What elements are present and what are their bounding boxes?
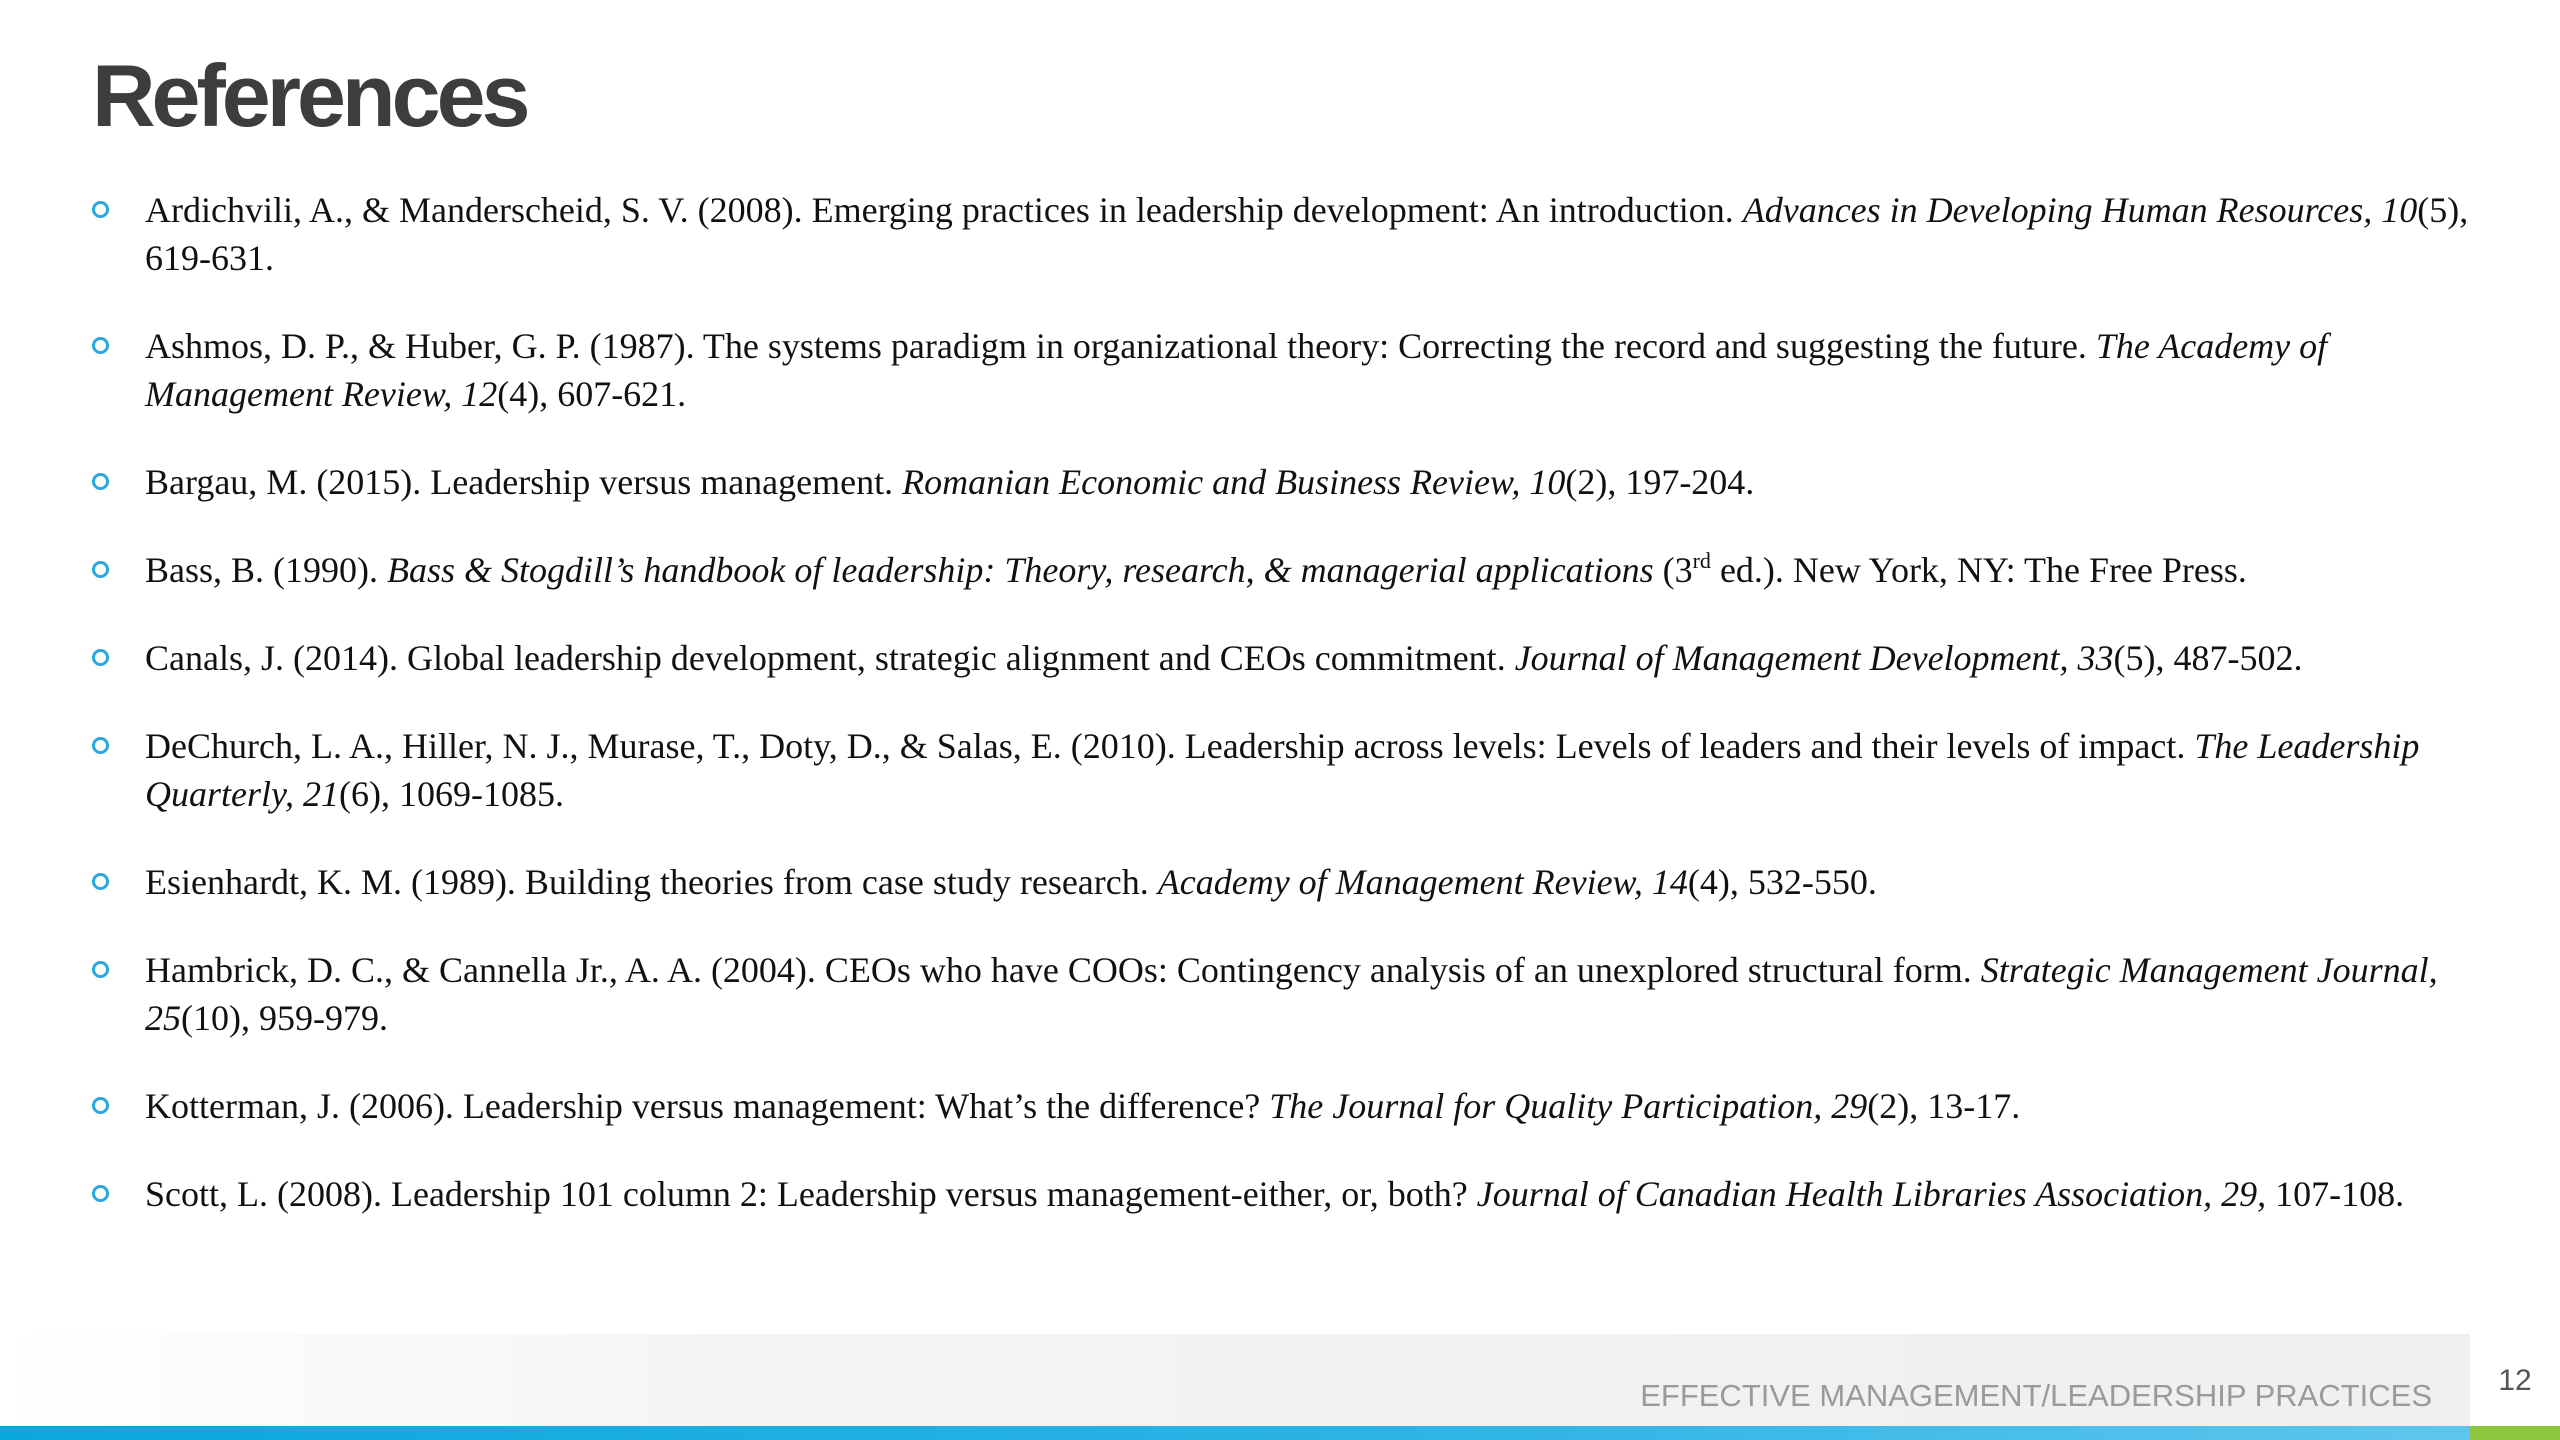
- reference-item: [92, 546, 2477, 594]
- bullet-icon: [92, 737, 109, 754]
- bullet-icon: [92, 201, 109, 218]
- reference-details: (2), 13-17.: [1867, 1086, 2021, 1126]
- reference-item: [92, 322, 2477, 418]
- reference-details: (4), 607-621.: [497, 374, 687, 414]
- reference-text: Esienhardt, K. M. (1989). Building theories from case study research.: [145, 862, 1158, 902]
- bullet-icon: [92, 473, 109, 490]
- reference-details: 107-108.: [2266, 1174, 2405, 1214]
- reference-text: Scott, L. (2008). Leadership 101 column 2: Leadership versus management-either, or, both?: [145, 1174, 1477, 1214]
- reference-text: Bargau, M. (2015). Leadership versus management.: [145, 462, 903, 502]
- reference-item: [92, 186, 2477, 282]
- reference-item: [92, 858, 2477, 906]
- reference-details: (10), 959-979.: [181, 998, 388, 1038]
- reference-item: [92, 722, 2477, 818]
- reference-details: (5), 619-631.: [145, 190, 2469, 278]
- reference-journal: The Leadership Quarterly, 21: [145, 726, 2420, 814]
- reference-text: Ashmos, D. P., & Huber, G. P. (1987). The systems paradigm in organizational theory: Correcting the record and suggesting the future.: [145, 326, 2096, 366]
- reference-text: Hambrick, D. C., & Cannella Jr., A. A. (2004). CEOs who have COOs: Contingency analysis of an unexplored structural form.: [145, 950, 1981, 990]
- page-number-box: [2470, 1334, 2560, 1426]
- reference-journal: Journal of Canadian Health Libraries Association, 29,: [1476, 1174, 2267, 1214]
- page-title: References: [92, 46, 527, 145]
- reference-journal: Academy of Management Review, 14: [1157, 862, 1688, 902]
- reference-item: [92, 946, 2477, 1042]
- reference-list: [92, 186, 2477, 1258]
- page-number: 12: [2498, 1364, 2532, 1397]
- reference-text: Bass, B. (1990).: [145, 550, 387, 590]
- bullet-icon: [92, 961, 109, 978]
- reference-item: [92, 1082, 2477, 1130]
- reference-journal: The Academy of Management Review, 12: [145, 326, 2328, 414]
- reference-edition: (3: [1653, 550, 1693, 590]
- reference-item: [92, 458, 2477, 506]
- bullet-icon: [92, 561, 109, 578]
- reference-details: (5), 487-502.: [2113, 638, 2303, 678]
- bullet-icon: [92, 337, 109, 354]
- bottom-accent-bar: [0, 1426, 2470, 1440]
- reference-journal: Romanian Economic and Business Review, 10: [902, 462, 1566, 502]
- reference-details: ed.). New York, NY: The Free Press.: [1710, 550, 2247, 590]
- bullet-icon: [92, 1185, 109, 1202]
- reference-text: Kotterman, J. (2006). Leadership versus management: What’s the difference?: [145, 1086, 1270, 1126]
- bullet-icon: [92, 1097, 109, 1114]
- reference-item: [92, 634, 2477, 682]
- edition-superscript: rd: [1692, 548, 1711, 573]
- reference-journal: Advances in Developing Human Resources, 10: [1742, 190, 2418, 230]
- reference-details: (2), 197-204.: [1565, 462, 1755, 502]
- reference-details: (6), 1069-1085.: [339, 774, 564, 814]
- reference-item: [92, 1170, 2477, 1218]
- reference-journal: The Journal for Quality Participation, 29: [1269, 1086, 1868, 1126]
- reference-journal: Journal of Management Development, 33: [1514, 638, 2114, 678]
- bullet-icon: [92, 873, 109, 890]
- reference-journal: Strategic Management Journal, 25: [145, 950, 2438, 1038]
- reference-text: Ardichvili, A., & Manderscheid, S. V. (2008). Emerging practices in leadership development: An introduction.: [145, 190, 1743, 230]
- reference-text: DeChurch, L. A., Hiller, N. J., Murase, T., Doty, D., & Salas, E. (2010). Leadership across levels: Levels of leaders and their levels of impact.: [145, 726, 2195, 766]
- reference-book-title: Bass & Stogdill’s handbook of leadership: Theory, research, & managerial applications: [387, 550, 1654, 590]
- bottom-corner-accent: [2470, 1426, 2560, 1440]
- bullet-icon: [92, 649, 109, 666]
- reference-details: (4), 532-550.: [1687, 862, 1877, 902]
- reference-text: Canals, J. (2014). Global leadership development, strategic alignment and CEOs commitment.: [145, 638, 1515, 678]
- footer-label: EFFECTIVE MANAGEMENT/LEADERSHIP PRACTICES: [1640, 1378, 2432, 1413]
